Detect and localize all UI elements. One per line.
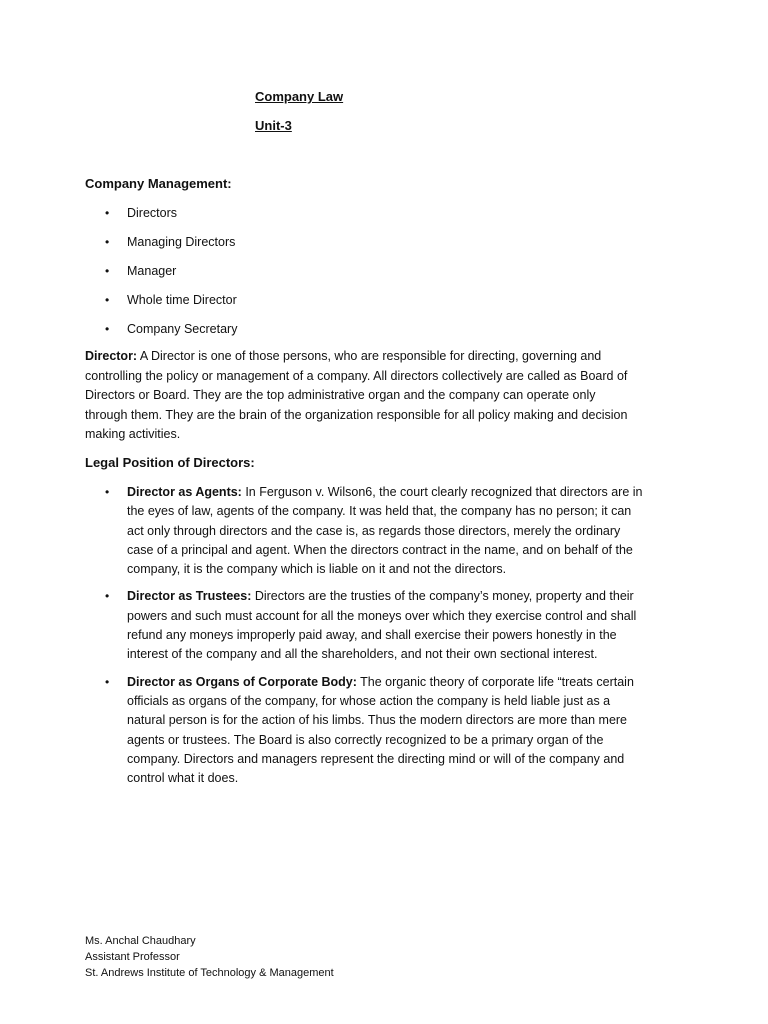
item-lead: Director as Trustees: bbox=[127, 589, 252, 604]
item-text: The organic theory of corporate life “treats certain officials as organs of the company, for whose action the company is held liable just as a natural person is for the action of his limbs. Thus the modern directors are more than mere agents or trustees. The Board is also correctly recognized to be a primary organ of the company. Directors and managers represent the directing mind or will of the company and control what it does. bbox=[127, 674, 634, 786]
list-item bbox=[85, 673, 645, 789]
list-item bbox=[85, 587, 645, 664]
director-label: Director: bbox=[85, 349, 138, 363]
author-role: Assistant Professor bbox=[85, 951, 180, 963]
item-lead: Director as Agents: bbox=[127, 485, 242, 499]
bullet-icon: • bbox=[105, 235, 110, 249]
author-name: Ms. Anchal Chaudhary bbox=[85, 935, 196, 947]
director-paragraph bbox=[85, 347, 630, 445]
author-institution: St. Andrews Institute of Technology & Management bbox=[85, 967, 334, 979]
item-lead: Director as Organs of Corporate Body: bbox=[127, 674, 357, 689]
author-footer bbox=[85, 933, 334, 981]
legal-position-list bbox=[85, 483, 645, 796]
management-list bbox=[85, 205, 645, 350]
unit-label: Unit-3 bbox=[255, 118, 292, 133]
bullet-icon: • bbox=[105, 589, 110, 604]
list-item: • Manager bbox=[105, 264, 177, 278]
bullet-icon: • bbox=[105, 485, 110, 499]
list-item: • Company Secretary bbox=[105, 322, 238, 336]
bullet-icon: • bbox=[105, 264, 110, 278]
bullet-icon: • bbox=[105, 293, 110, 307]
list-item bbox=[85, 483, 645, 579]
management-heading: Company Management: bbox=[85, 176, 232, 191]
list-item: • Whole time Director bbox=[105, 293, 237, 307]
item-text: Directors are the trusties of the company’s money, property and their powers and such must account for all the moneys over which they exercise control and shall refund any moneys improperly paid away, and shall exercise their powers honestly in the interest of the company and all the shareholders, and not their own sectional interest. bbox=[127, 589, 637, 662]
director-text: A Director is one of those persons, who are responsible for directing, governing and controlling the policy or management of a company. All directors collectively are called as Board of Directors or Board. They are the top administrative organ and the company can operate only through them. They are the brain of the organization responsible for all policy making and decision making activities. bbox=[85, 349, 628, 441]
bullet-icon: • bbox=[105, 322, 110, 336]
bullet-icon: • bbox=[105, 206, 110, 220]
legal-position-heading: Legal Position of Directors: bbox=[85, 455, 255, 470]
document-title: Company Law bbox=[255, 89, 344, 104]
list-item: • Directors bbox=[105, 206, 178, 220]
item-text: In Ferguson v. Wilson6, the court clearly recognized that directors are in the eyes of law, agents of the company. It was held that, the company has no person; it can act only through directors and the case is, as regards those directors, merely the ordinary case of a principal and agent. When the directors contract in the name, and on behalf of the company, it is the company which is liable on it and not the directors. bbox=[127, 485, 643, 577]
list-item: • Managing Directors bbox=[105, 235, 236, 249]
bullet-icon: • bbox=[105, 674, 110, 689]
